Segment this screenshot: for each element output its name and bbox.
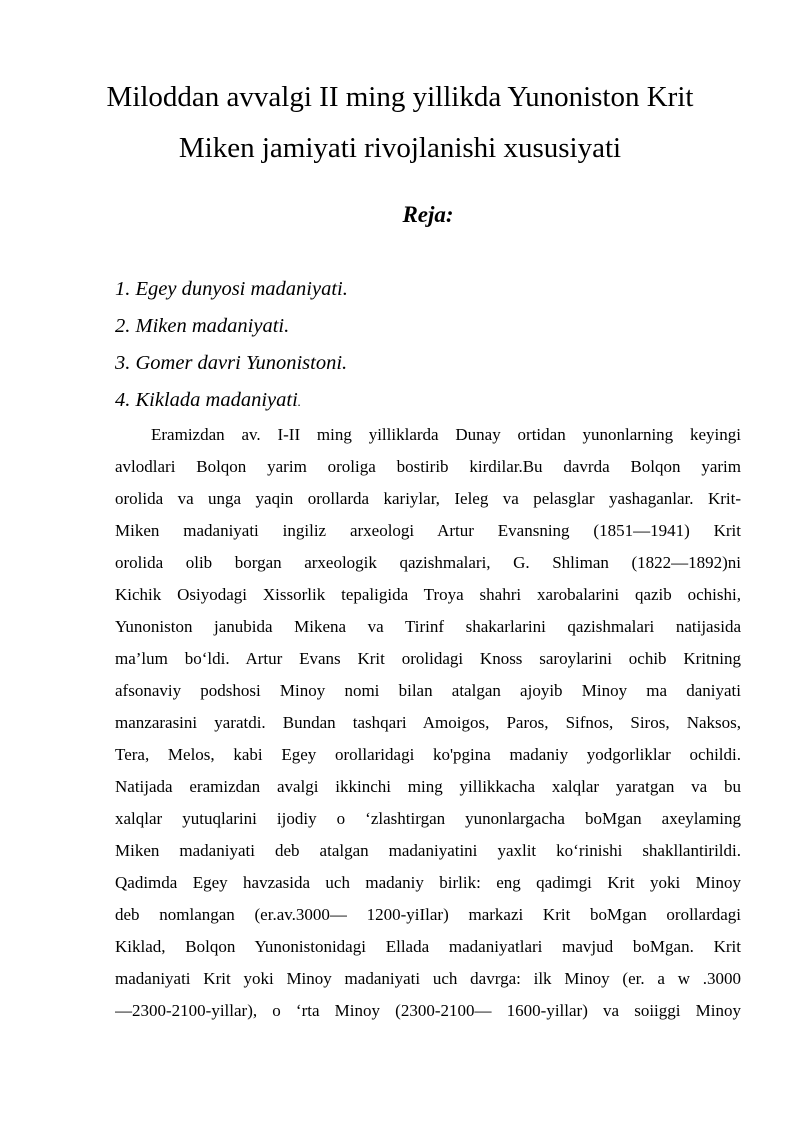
body-line: Kiklad, Bolqon Yunonistonidagi Ellada madaniyatlari mavjud boMgan. Krit [115, 937, 741, 956]
body-line: Tera, Melos, kabi Egey orollaridagi ko'pgina madaniy yodgorliklar ochildi. [115, 745, 741, 764]
body-line: deb nomlangan (er.av.3000— 1200-yiIlar) markazi Krit boMgan orollardagi [115, 905, 741, 924]
body-line: xalqlar yutuqlarini ijodiy o ‘zlashtirgan yunonlargacha boMgan axeylaming [115, 809, 741, 828]
body-line: avlodlari Bolqon yarim oroliga bostirib kirdilar.Bu davrda Bolqon yarim [115, 457, 741, 476]
plan-item-text: 2. Miken madaniyati. [115, 315, 290, 337]
plan-item [115, 385, 348, 422]
body-line: Kichik Osiyodagi Xissorlik tepaligida Troya shahri xarobalarini qazib ochishi, [115, 585, 741, 604]
body-line: afsonaviy podshosi Minoy nomi bilan atalgan ajoyib Minoy ma daniyati [115, 681, 741, 700]
body-line: madaniyati Krit yoki Minoy madaniyati uch davrga: ilk Minoy (er. a w .3000 [115, 969, 741, 988]
body-line: orolida va unga yaqin orollarda kariylar, Ieleg va pelasglar yashaganlar. Krit- [115, 489, 741, 508]
plan-item [115, 348, 348, 385]
body-line: ma’lum bo‘ldi. Artur Evans Krit orolidagi Knoss saroylarini ochib Kritning [115, 649, 741, 668]
body-line: Eramizdan av. I-II ming yilliklarda Dunay ortidan yunonlarning keyingi [151, 425, 741, 444]
body-line: orolida olib borgan arxeologik qazishmalari, G. Shliman (1822—1892)ni [115, 553, 741, 572]
plan-heading: Reja: [402, 202, 454, 227]
body-line: Natijada eramizdan avalgi ikkinchi ming yillikkacha xalqlar yaratgan va bu [115, 777, 741, 796]
plan-list [115, 274, 348, 422]
body-line: Miken madaniyati ingiliz arxeologi Artur Evansning (1851—1941) Krit [115, 521, 741, 540]
body-line: Yunoniston janubida Mikena va Tirinf shakarlarini qazishmalari natijasida [115, 617, 741, 636]
plan-item-period: . [297, 394, 302, 409]
plan-item-text: 1. Egey dunyosi madaniyati. [115, 278, 348, 300]
document-title-line-1: Miloddan avvalgi II ming yillikda Yunoniston Krit [106, 81, 694, 113]
document-title-line-2: Miken jamiyati rivojlanishi xususiyati [178, 132, 622, 164]
body-paragraph [115, 419, 741, 1027]
body-line: Qadimda Egey havzasida uch madaniy birlik: eng qadimgi Krit yoki Minoy [115, 873, 741, 892]
plan-item-text: 3. Gomer davri Yunonistoni. [115, 352, 348, 374]
plan-item [115, 274, 348, 311]
body-line: —2300-2100-yillar), o ‘rta Minoy (2300-2100— 1600-yillar) va soiiggi Minoy [115, 1001, 741, 1020]
body-line: manzarasini yaratdi. Bundan tashqari Amoigos, Paros, Sifnos, Siros, Naksos, [115, 713, 741, 732]
body-line: Miken madaniyati deb atalgan madaniyatini yaxlit ko‘rinishi shakllantirildi. [115, 841, 741, 860]
plan-item [115, 311, 348, 348]
plan-item-text: 4. Kiklada madaniyati [115, 389, 298, 411]
